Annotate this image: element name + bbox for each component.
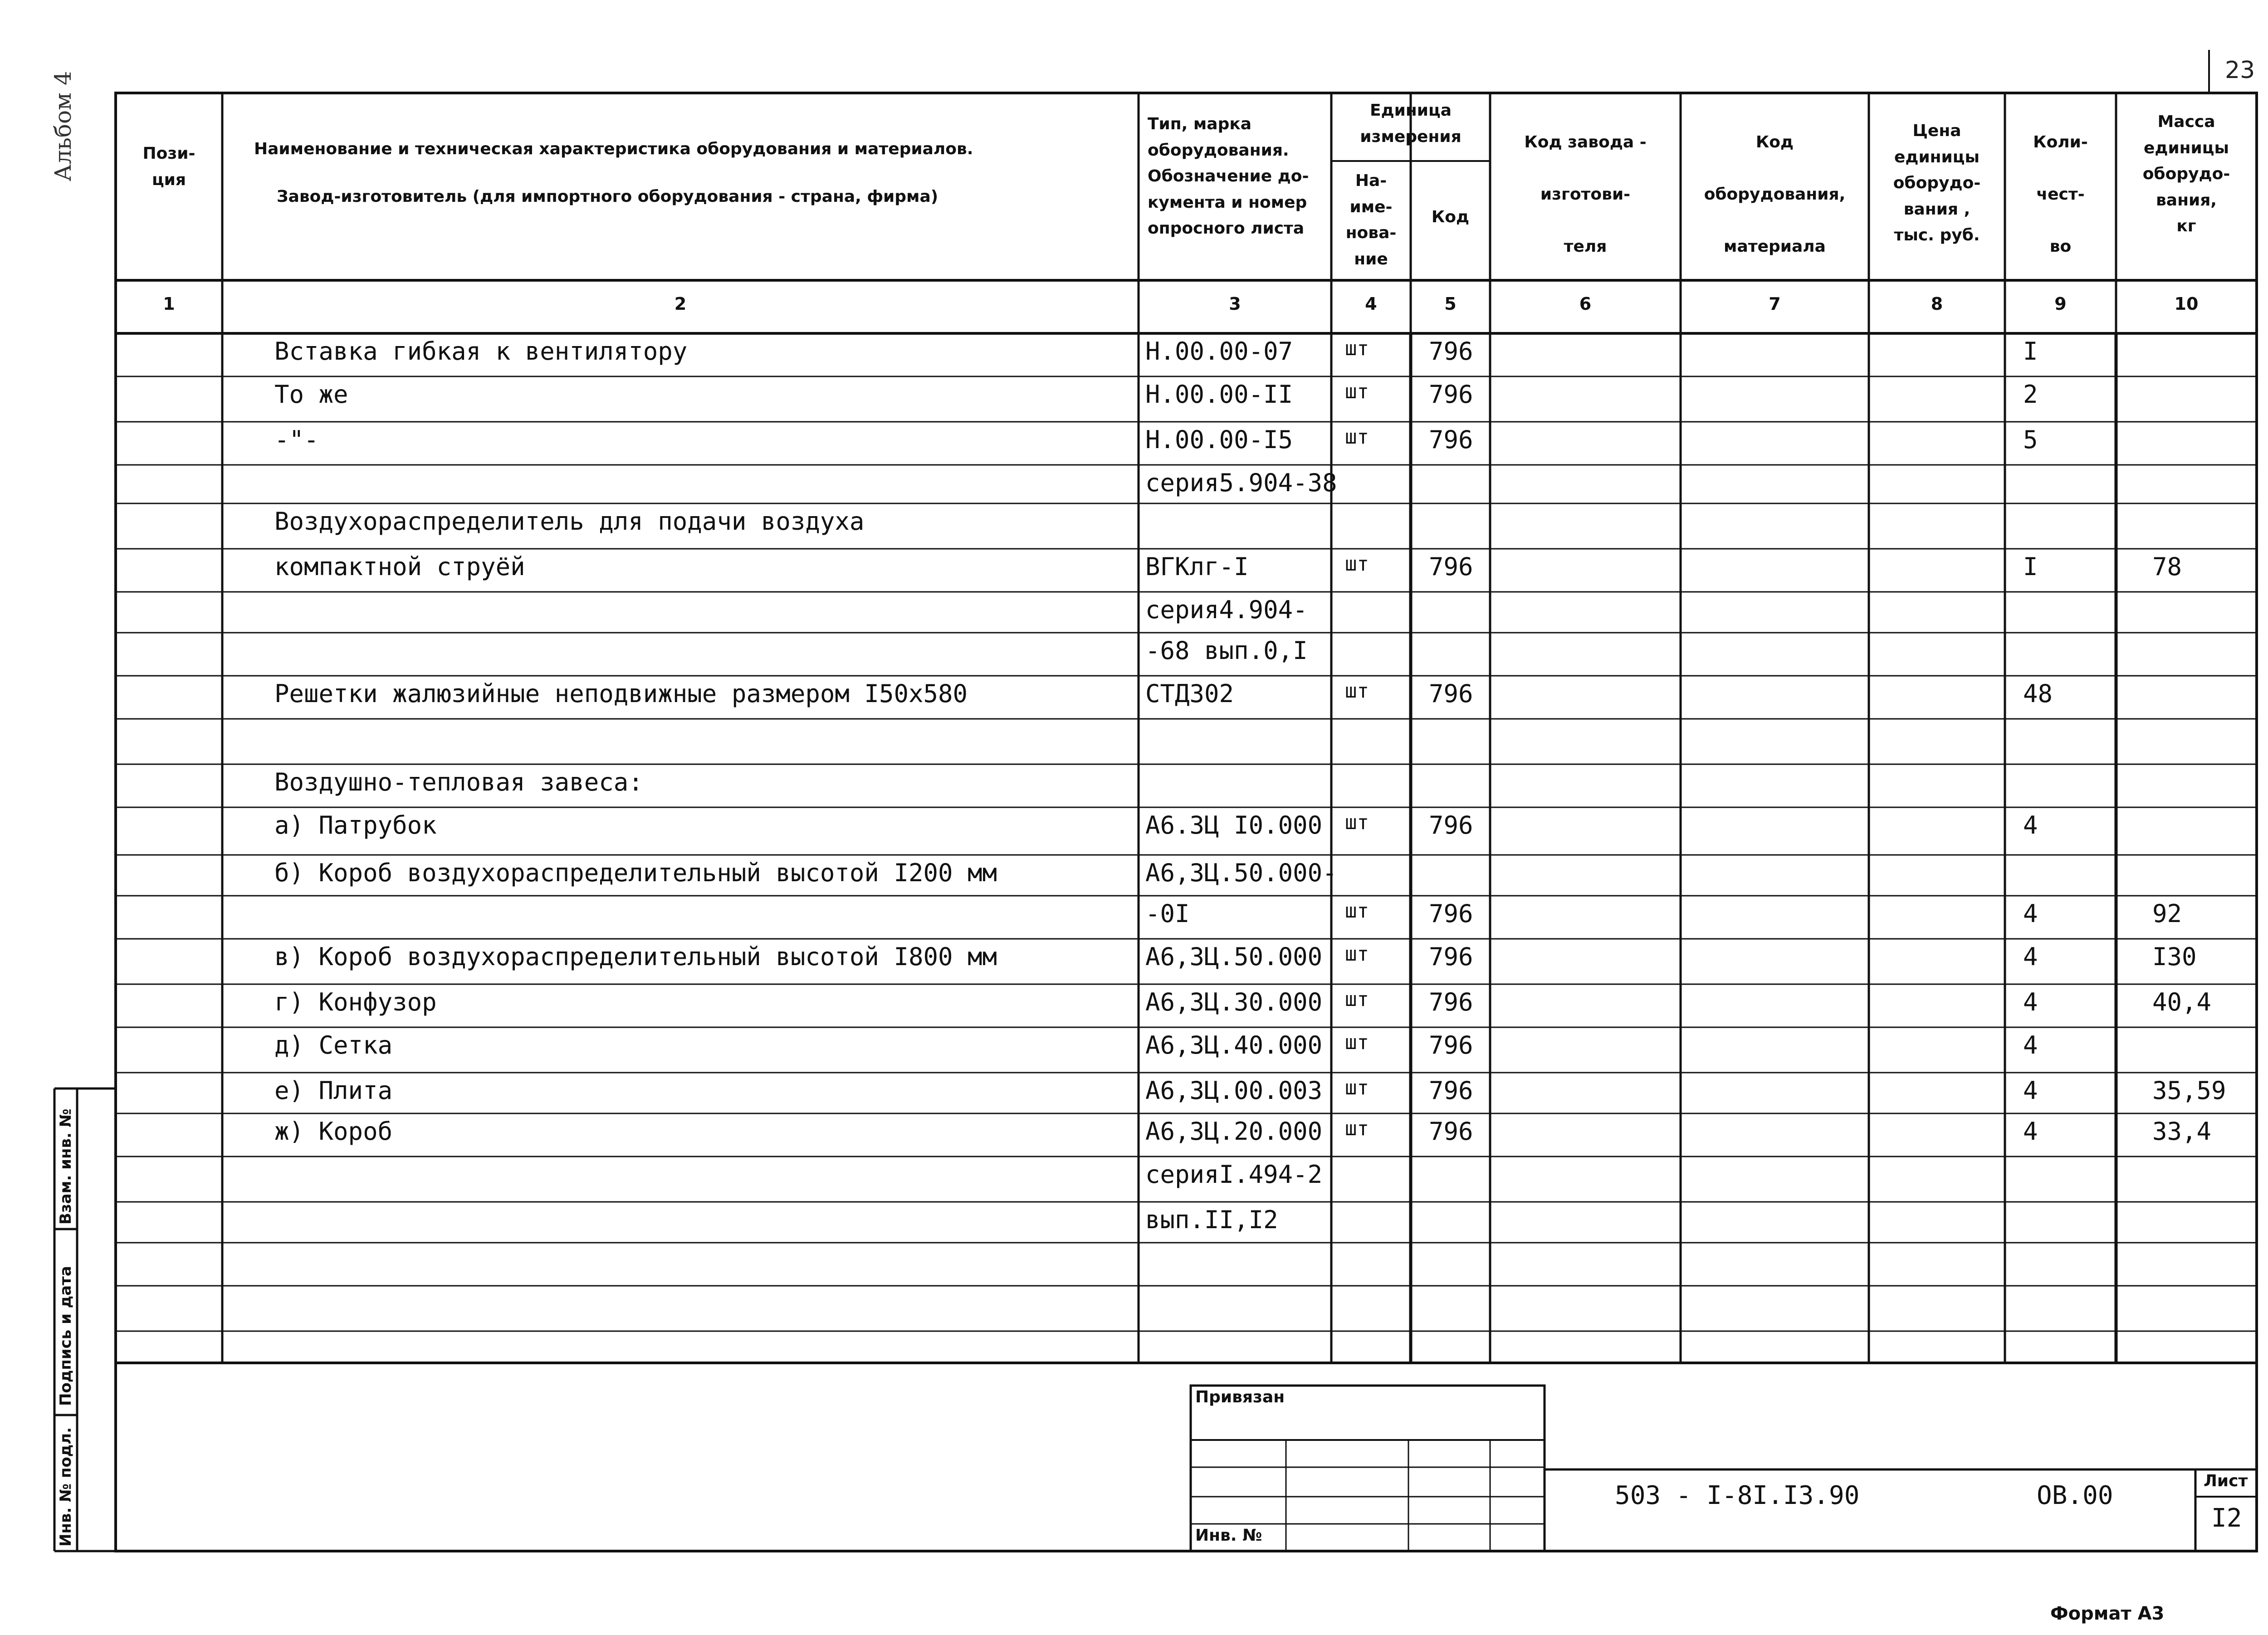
cell-name: То же <box>274 380 348 409</box>
format-label: Формат А3 <box>2050 1603 2165 1624</box>
cell-name: компактной струёй <box>274 552 525 581</box>
sheet-number: I2 <box>2211 1503 2242 1533</box>
column-number: 1 <box>163 294 175 314</box>
stamp-podpis-data: Подпись и дата <box>57 1266 75 1406</box>
cell-code: 796 <box>1429 1076 1473 1105</box>
column-number: 2 <box>674 294 687 314</box>
cell-unit: шт <box>1345 811 1369 834</box>
column-number: 6 <box>1579 294 1592 314</box>
sheet-label: Лист <box>2204 1472 2248 1490</box>
cell-code: 796 <box>1429 1117 1473 1146</box>
cell-designation: А6.3Ц I0.000 <box>1145 811 1323 839</box>
header-unit-group: Единица измерения <box>1360 101 1461 146</box>
cell-qty: 4 <box>2023 899 2038 928</box>
cell-unit: шт <box>1345 380 1369 403</box>
cell-qty: 48 <box>2023 679 2053 708</box>
document-mark: ОВ.00 <box>2037 1481 2113 1510</box>
header-unit-name: На- име- нова- ние <box>1345 171 1397 268</box>
cell-designation: А6,3Ц.00.003 <box>1145 1076 1323 1105</box>
cell-designation: СТД302 <box>1145 679 1234 708</box>
cell-mass: 40,4 <box>2152 988 2212 1016</box>
inv-no-label: Инв. № <box>1195 1526 1262 1545</box>
column-number: 3 <box>1229 294 1241 314</box>
cell-designation: А6,3Ц.20.000 <box>1145 1117 1323 1146</box>
cell-name: -"- <box>274 425 319 454</box>
cell-designation: вып.II,I2 <box>1145 1206 1278 1234</box>
column-number: 7 <box>1769 294 1781 314</box>
cell-qty: 4 <box>2023 1031 2038 1059</box>
cell-unit: шт <box>1345 988 1369 1011</box>
cell-qty: I <box>2023 337 2038 366</box>
cell-code: 796 <box>1429 811 1473 839</box>
header-unit-price: Цена единицы оборудо- вания , тыс. руб. <box>1893 122 1981 245</box>
cell-unit: шт <box>1345 337 1369 360</box>
cell-designation: -0I <box>1145 899 1190 928</box>
cell-designation: А6,3Ц.30.000 <box>1145 988 1323 1016</box>
cell-unit: шт <box>1345 1076 1369 1099</box>
page-number: 23 <box>2225 57 2255 84</box>
cell-qty: 2 <box>2023 380 2038 409</box>
cell-mass: 78 <box>2152 552 2182 581</box>
cell-unit: шт <box>1345 1117 1369 1140</box>
header-name-line2: Завод-изготовитель (для импортного оборудования - страна, фирма) <box>277 187 938 206</box>
privyazan-label: Привязан <box>1195 1388 1285 1406</box>
cell-code: 796 <box>1429 988 1473 1016</box>
cell-code: 796 <box>1429 942 1473 971</box>
cell-name: ж) Короб <box>274 1117 393 1146</box>
album-label: Альбом 4 <box>50 71 76 181</box>
cell-qty: 4 <box>2023 1117 2038 1146</box>
cell-qty: 4 <box>2023 1076 2038 1105</box>
column-number: 10 <box>2174 294 2199 314</box>
cell-code: 796 <box>1429 1031 1473 1059</box>
cell-code: 796 <box>1429 380 1473 409</box>
cell-name: а) Патрубок <box>274 811 437 839</box>
cell-unit: шт <box>1345 679 1369 703</box>
document-code: 503 - I-8I.I3.90 <box>1615 1481 1860 1510</box>
cell-code: 796 <box>1429 425 1473 454</box>
column-number: 9 <box>2054 294 2067 314</box>
cell-name: Воздушно-тепловая завеса: <box>274 768 643 796</box>
header-type-mark: Тип, марка оборудования. Обозначение до- кумента и номер опросного листа <box>1148 115 1309 238</box>
cell-designation: Н.00.00-II <box>1145 380 1293 409</box>
cell-code: 796 <box>1429 337 1473 366</box>
cell-designation: серияI.494-2 <box>1145 1160 1323 1189</box>
stamp-vzam-inv: Взам. инв. № <box>57 1108 75 1225</box>
cell-unit: шт <box>1345 425 1369 449</box>
cell-name: е) Плита <box>274 1076 393 1105</box>
cell-name: б) Короб воздухораспределительный высотой I200 мм <box>274 859 997 887</box>
cell-mass: I30 <box>2152 942 2197 971</box>
stamp-inv-podl: Инв. № подл. <box>57 1427 75 1547</box>
cell-code: 796 <box>1429 552 1473 581</box>
cell-unit: шт <box>1345 942 1369 966</box>
cell-qty: 4 <box>2023 942 2038 971</box>
cell-designation: ВГКлг-I <box>1145 552 1249 581</box>
column-number: 8 <box>1931 294 1943 314</box>
cell-name: Решетки жалюзийные неподвижные размером I50х580 <box>274 679 968 708</box>
cell-mass: 35,59 <box>2152 1076 2226 1105</box>
header-quantity: Коли- чест- во <box>2033 133 2088 256</box>
cell-name: г) Конфузор <box>274 988 437 1016</box>
cell-designation: -68 вып.0,I <box>1145 636 1308 665</box>
header-unit-mass: Масса единицы оборудо- вания, кг <box>2142 112 2230 236</box>
cell-designation: серия5.904-38 <box>1145 469 1337 497</box>
cell-code: 796 <box>1429 679 1473 708</box>
cell-unit: шт <box>1345 1031 1369 1054</box>
header-position: Пози- ция <box>142 144 196 189</box>
column-number: 4 <box>1365 294 1377 314</box>
cell-designation: Н.00.00-I5 <box>1145 425 1293 454</box>
cell-name: Воздухораспределитель для подачи воздуха <box>274 507 865 536</box>
header-name-line1: Наименование и техническая характеристика оборудования и материалов. <box>254 140 973 158</box>
cell-mass: 33,4 <box>2152 1117 2212 1146</box>
column-number: 5 <box>1444 294 1457 314</box>
cell-qty: I <box>2023 552 2038 581</box>
cell-designation: Н.00.00-07 <box>1145 337 1293 366</box>
cell-qty: 4 <box>2023 811 2038 839</box>
cell-designation: А6,3Ц.40.000 <box>1145 1031 1323 1059</box>
cell-qty: 5 <box>2023 425 2038 454</box>
cell-unit: шт <box>1345 899 1369 922</box>
cell-name: в) Короб воздухораспределительный высотой I800 мм <box>274 942 997 971</box>
cell-designation: А6,3Ц.50.000 <box>1145 942 1323 971</box>
cell-unit: шт <box>1345 552 1369 576</box>
cell-designation: А6,3Ц.50.000- <box>1145 859 1337 887</box>
cell-name: Вставка гибкая к вентилятору <box>274 337 688 366</box>
cell-name: д) Сетка <box>274 1031 393 1059</box>
cell-qty: 4 <box>2023 988 2038 1016</box>
header-plant-code: Код завода - изготови- теля <box>1524 133 1647 256</box>
header-equipment-code: Код оборудования, материала <box>1704 133 1846 256</box>
cell-code: 796 <box>1429 899 1473 928</box>
cell-mass: 92 <box>2152 899 2182 928</box>
header-unit-code: Код <box>1431 208 1470 226</box>
cell-designation: серия4.904- <box>1145 595 1308 624</box>
